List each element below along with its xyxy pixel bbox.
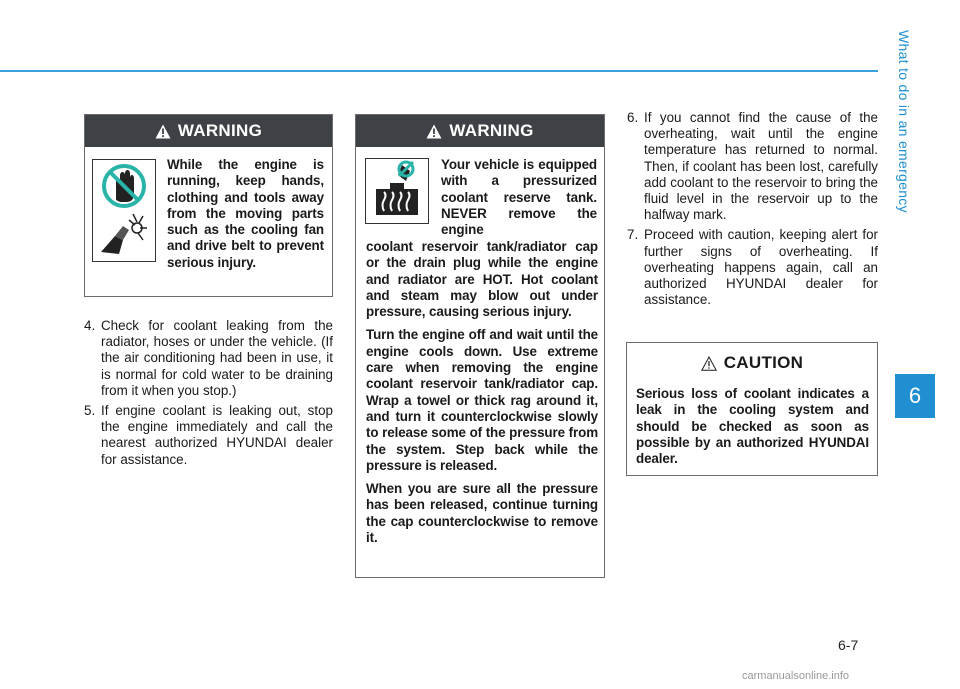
header-rule: [0, 70, 878, 72]
warning-header: [85, 115, 332, 147]
caution-triangle-icon: [701, 356, 717, 371]
list-item: [84, 318, 333, 399]
warning-text-rest: [366, 239, 598, 546]
warning-box-fan: [84, 114, 333, 297]
list-item: [627, 227, 878, 308]
hand-fan-illustration: [92, 159, 156, 262]
step-number: 4.: [84, 318, 96, 333]
watermark: carmanualsonline.info: [742, 670, 850, 682]
warning-paragraph: Turn the engine off and wait until the engine cools down. Use extreme care when removing the engine coolant reservoir tank/radiator cap. Wrap a towel or thick rag around it, and turn it counterclockwise slowly to release some of the pressure from the system. Step back while the pressure is released.: [366, 327, 598, 473]
warning-heading: WARNING: [449, 121, 534, 140]
step-number: 7.: [627, 227, 639, 243]
list-item: [627, 110, 878, 223]
warning-triangle-icon: [155, 124, 171, 139]
warning-paragraph: When you are sure all the pressure has been released, continue turning the cap counterclockwise to remove it.: [366, 481, 598, 546]
warning-text: While the engine is running, keep hands, clothing and tools away from the moving parts such as the cooling fan and drive belt to prevent serious injury.: [167, 157, 324, 270]
caution-text: Serious loss of coolant indicates a leak in the cooling system and should be checked as soon as possible by an authorized HYUNDAI dealer.: [636, 386, 869, 467]
step-text: Check for coolant leaking from the radiator, hoses or under the vehicle. (If the air conditioning had been in use, it is normal for cold water to be draining from it when you stop.): [101, 318, 333, 398]
warning-text-top: Your vehicle is equipped with a pressurized coolant reserve tank. NEVER remove the engine: [441, 157, 597, 238]
warning-triangle-icon: [426, 124, 442, 139]
warning-heading: WARNING: [177, 121, 263, 140]
warning-paragraph: coolant reservoir tank/radiator cap or the drain plug while the engine and radiator are HOT. Hot coolant and steam may blow out under pressure, causing serious injury.: [366, 239, 598, 320]
step-text: If you cannot find the cause of the overheating, wait until the engine temperature has returned to normal. Then, if coolant has been lost, carefully add coolant to the reservoir to bring the fluid level in the reservoir up to the halfway mark.: [644, 110, 878, 223]
warning-header: [356, 115, 604, 147]
list-item: [84, 403, 333, 468]
step-number: 6.: [627, 110, 639, 125]
caution-header: [627, 343, 877, 383]
steps-list-left: [84, 318, 333, 472]
step-text: If engine coolant is leaking out, stop the engine immediately and call the nearest authorized HYUNDAI dealer for assistance.: [101, 403, 333, 467]
step-number: 5.: [84, 403, 96, 419]
hot-radiator-illustration: [365, 158, 429, 224]
no-open-hot-cap-icon: [366, 159, 428, 223]
section-title: What to do in an emergency: [896, 30, 912, 213]
chapter-badge: 6: [895, 374, 935, 418]
caution-heading: CAUTION: [723, 353, 804, 372]
step-text: Proceed with caution, keeping alert for further signs of overheating. If overheating happens again, call an authorized HYUNDAI dealer for assistance.: [644, 227, 878, 308]
caution-box: [626, 342, 878, 476]
steps-list-right: [627, 110, 878, 312]
no-hand-icon: [93, 160, 155, 261]
page-number: 6-7: [838, 637, 859, 653]
warning-box-coolant-cap: [355, 114, 605, 578]
